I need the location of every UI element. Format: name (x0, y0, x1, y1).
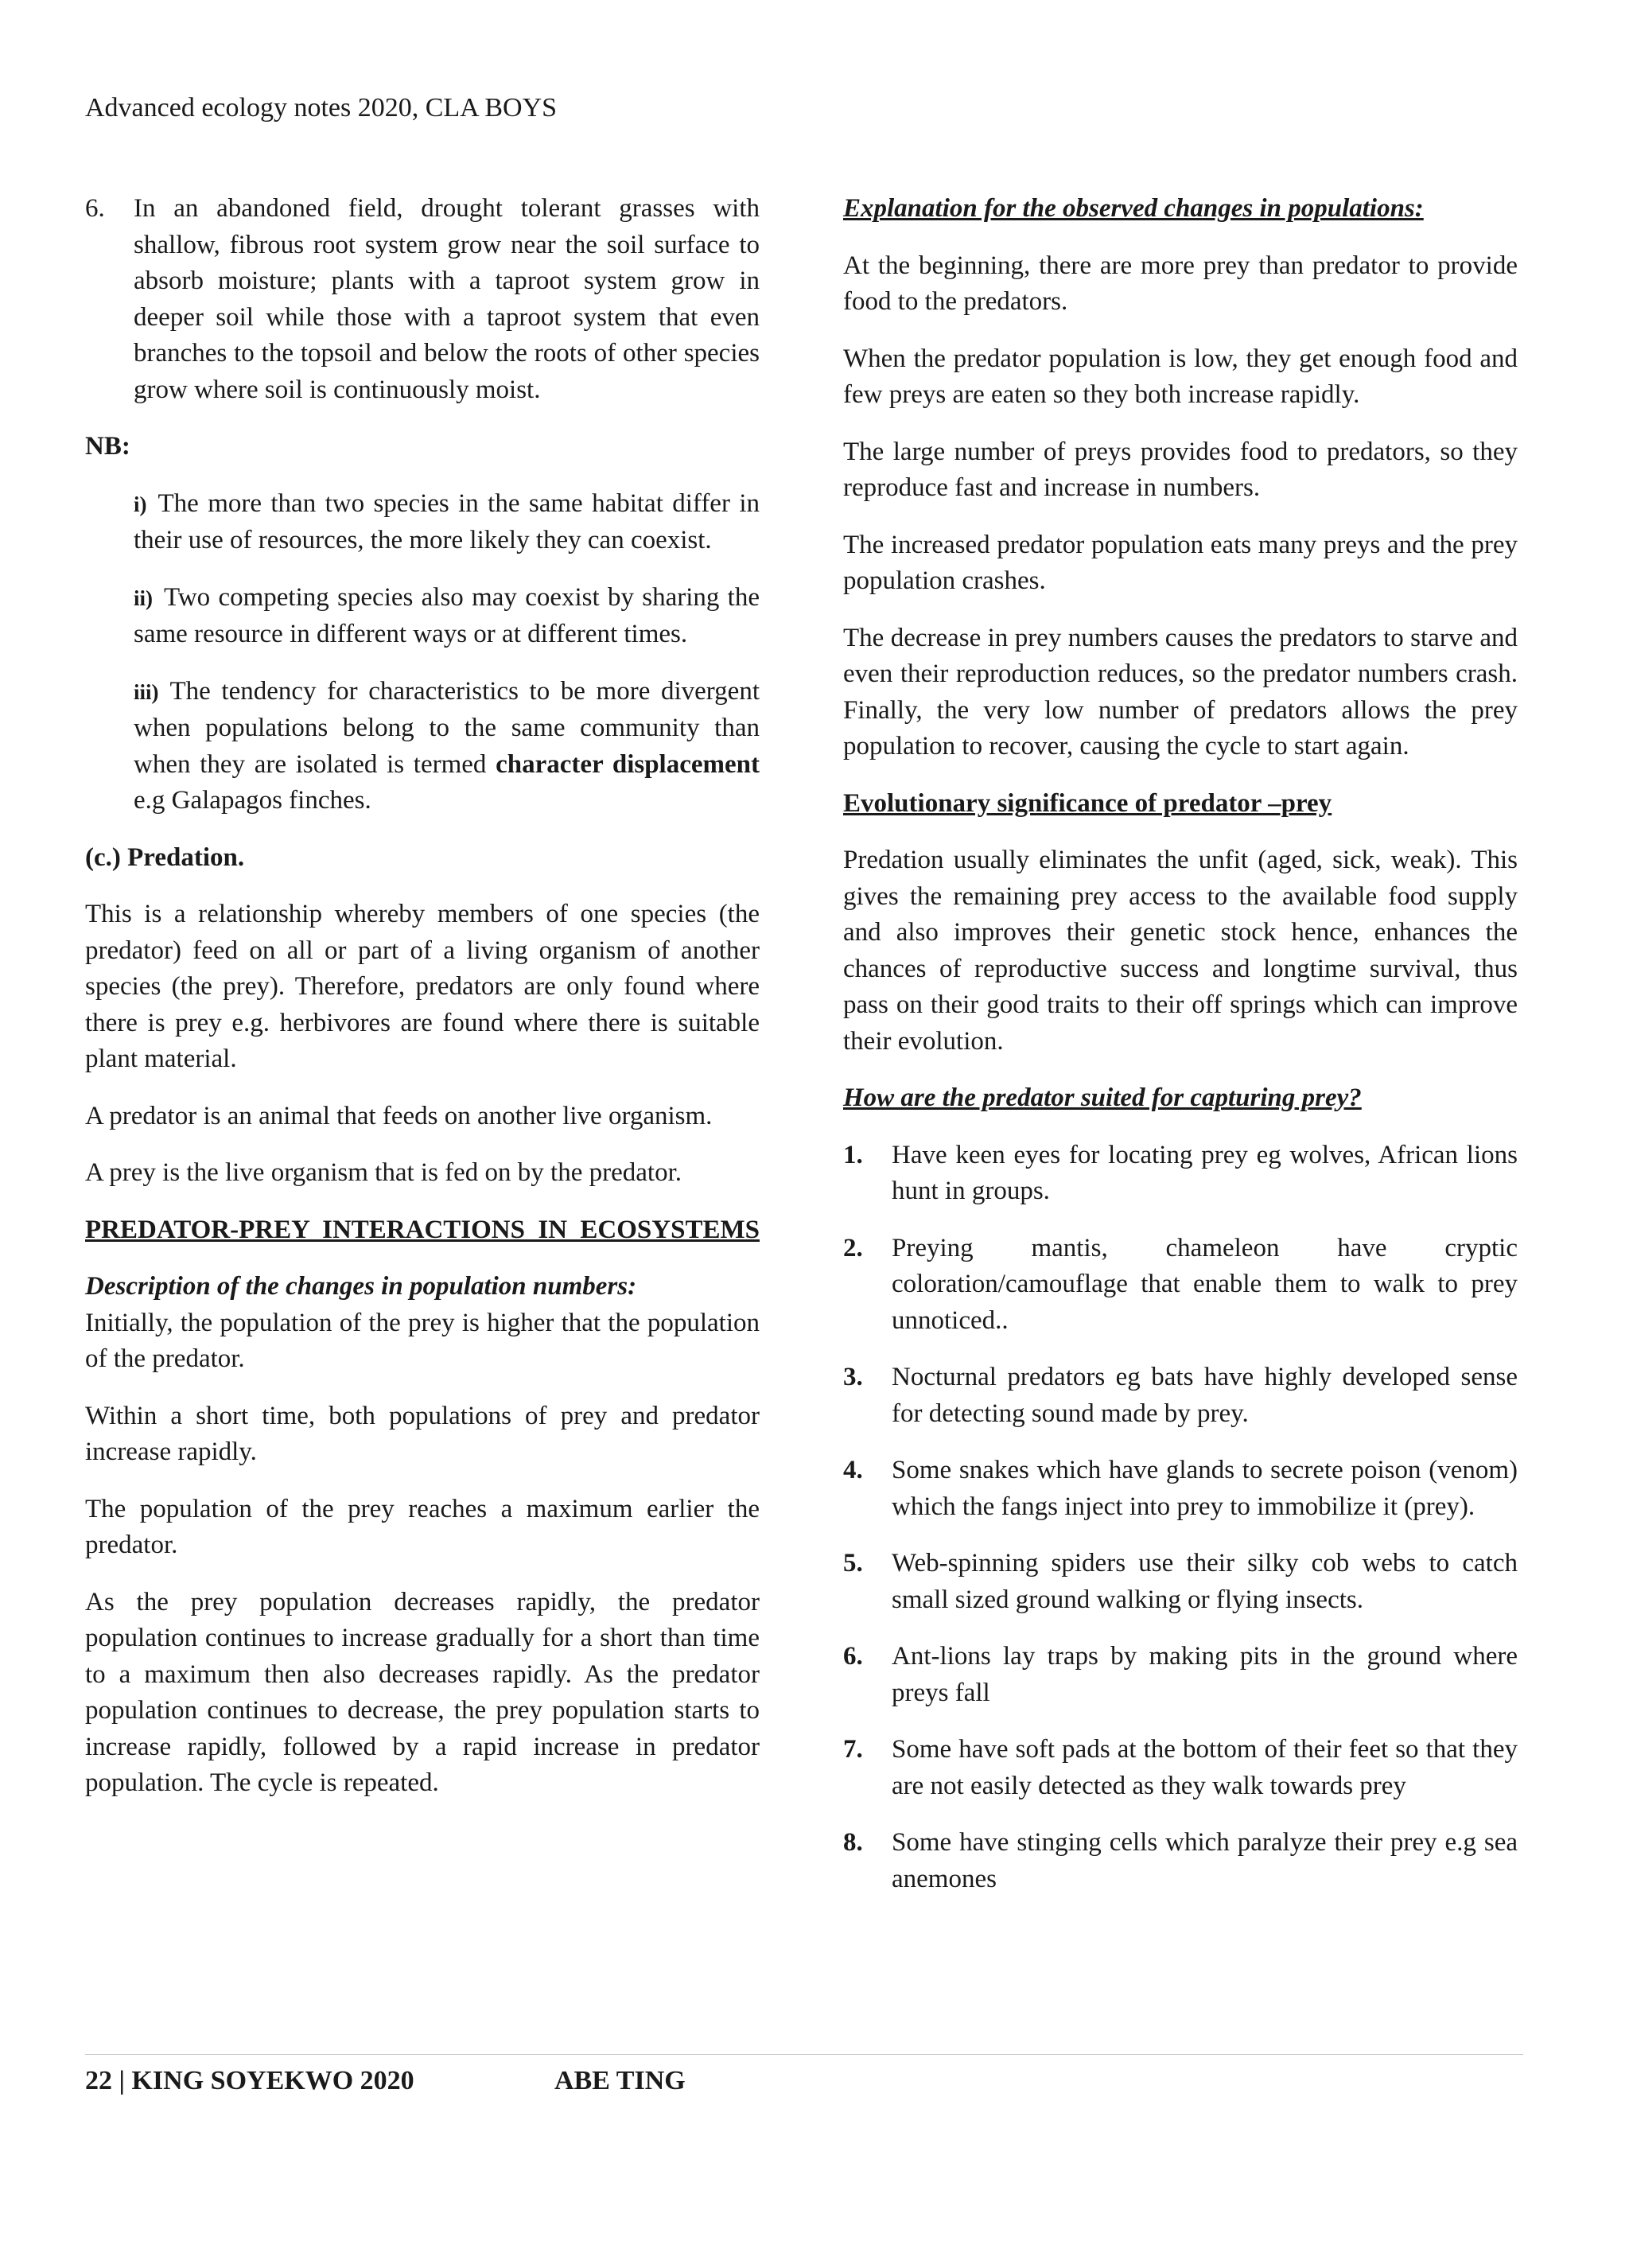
left-column (85, 191, 760, 1802)
paragraph: The increased predator population eats many preys and the prey population crashes. (843, 530, 1518, 595)
list-item-number: 4. (843, 1456, 863, 1484)
list-item-text: Some snakes which have glands to secrete poison (venom) which the fangs inject into prey to immobilize it (prey). (892, 1456, 1518, 1521)
nb-note-1 (85, 486, 760, 559)
note-number: ii) (134, 585, 153, 610)
list-item-text: Ant-lions lay traps by making pits in the ground where preys fall (892, 1642, 1518, 1707)
list-item-number: 3. (843, 1363, 863, 1391)
list-item-text: Web-spinning spiders use their silky cob webs to catch small sized ground walking or flying insects. (892, 1549, 1518, 1614)
subheading-explanation: Explanation for the observed changes in populations: (843, 194, 1424, 223)
note-text: Two competing species also may coexist by sharing the same resource in different ways or at different times. (134, 582, 760, 648)
section-heading-predation: (c.) Predation. (85, 842, 245, 872)
list-item-text: Preying mantis, chameleon have cryptic coloration/camouflage that enable them to walk to prey unnoticed.. (892, 1233, 1518, 1335)
list-item (843, 1360, 1518, 1432)
note-text: e.g Galapagos finches. (134, 786, 371, 815)
paragraph: At the beginning, there are more prey than predator to provide food to the predators. (843, 251, 1518, 316)
paragraph: When the predator population is low, they get enough food and few preys are eaten so they both increase rapidly. (843, 344, 1518, 409)
nb-note-3 (85, 674, 760, 819)
list-item (85, 191, 760, 408)
right-column (843, 191, 1518, 1897)
key-term: character displacement (496, 749, 760, 779)
footer-page-label: 22 | KING SOYEKWO 2020 (85, 2066, 414, 2095)
list-item-text: Some have soft pads at the bottom of their feet so that they are not easily detected as they walk towards prey (892, 1735, 1518, 1800)
nb-label: NB: (85, 432, 130, 461)
paragraph: Within a short time, both populations of prey and predator increase rapidly. (85, 1401, 760, 1466)
list-item (843, 1639, 1518, 1711)
note-text: The more than two species in the same habitat differ in their use of resources, the more likely they can coexist. (134, 488, 760, 554)
footer-author: ABE TING (554, 2066, 686, 2095)
subheading-suited: How are the predator suited for capturing prey? (843, 1083, 1362, 1112)
section-heading-evolutionary: Evolutionary significance of predator –prey (843, 788, 1332, 818)
nb-note-2 (85, 580, 760, 653)
list-item-text: Nocturnal predators eg bats have highly developed sense for detecting sound made by prey. (892, 1363, 1518, 1428)
list-item-text: In an abandoned field, drought tolerant grasses with shallow, fibrous root system grow near the soil surface to absorb moisture; plants with a taproot system grow in deeper soil while those with a taproot system that even branches to the topsoil and below the roots of other species grow where soil is continuously moist. (134, 194, 760, 404)
paragraph: As the prey population decreases rapidly, the predator population continues to increase gradually for a short than time to a maximum then also decreases rapidly. As the predator population continues to decrease, the prey population starts to increase rapidly, followed by a rapid increase in predator population. The cycle is repeated. (85, 1587, 760, 1797)
list-item-number: 6. (843, 1642, 863, 1671)
note-number: i) (134, 492, 147, 516)
list-item (843, 1732, 1518, 1804)
list-item-number: 2. (843, 1233, 863, 1262)
list-item-number: 8. (843, 1828, 863, 1857)
paragraph: The large number of preys provides food to predators, so they reproduce fast and increase in numbers. (843, 437, 1518, 502)
paragraph: This is a relationship whereby members of one species (the predator) feed on all or part of a living organism of another species (the prey). Therefore, predators are only found where there is prey e.g. herbivores are found where there is suitable plant material. (85, 900, 760, 1073)
section-heading-interactions: PREDATOR-PREY INTERACTIONS IN ECOSYSTEMS (85, 1215, 760, 1244)
note-number: iii) (134, 679, 159, 704)
paragraph: The population of the prey reaches a maximum earlier the predator. (85, 1494, 760, 1559)
list-item-number: 5. (843, 1549, 863, 1577)
list-item-text: Have keen eyes for locating prey eg wolves, African lions hunt in groups. (892, 1140, 1518, 1205)
subheading-description: Description of the changes in population numbers: (85, 1272, 637, 1301)
list-item (843, 1825, 1518, 1897)
paragraph: Initially, the population of the prey is higher that the population of the predator. (85, 1308, 760, 1373)
paragraph: A predator is an animal that feeds on another live organism. (85, 1101, 713, 1130)
list-item-text: Some have stinging cells which paralyze their prey e.g sea anemones (892, 1828, 1518, 1893)
list-item (843, 1546, 1518, 1618)
paragraph: The decrease in prey numbers causes the predators to starve and even their reproduction reduces, so the predator numbers crash. Finally, the very low number of predators allows the prey population to recover, causing the cycle to start again. (843, 623, 1518, 761)
list-item-number: 7. (843, 1735, 863, 1764)
page-header: Advanced ecology notes 2020, CLA BOYS (85, 93, 558, 123)
paragraph: Predation usually eliminates the unfit (aged, sick, weak). This gives the remaining prey access to the available food supply and also improves their genetic stock hence, enhances the chances of reproductive success and longtime survival, thus pass on their good traits to their off springs which can improve their evolution. (843, 846, 1518, 1056)
footer-divider (85, 2054, 1523, 2055)
list-item (843, 1453, 1518, 1525)
note-text: The tendency for characteristics to be more divergent when populations belong to the same community than when they are isolated is termed (134, 676, 760, 779)
list-item-number: 1. (843, 1140, 863, 1169)
page-footer (85, 2062, 686, 2100)
list-item (843, 1138, 1518, 1210)
list-item (843, 1231, 1518, 1340)
list-item-number: 6. (85, 194, 105, 223)
paragraph: A prey is the live organism that is fed on by the predator. (85, 1158, 682, 1187)
